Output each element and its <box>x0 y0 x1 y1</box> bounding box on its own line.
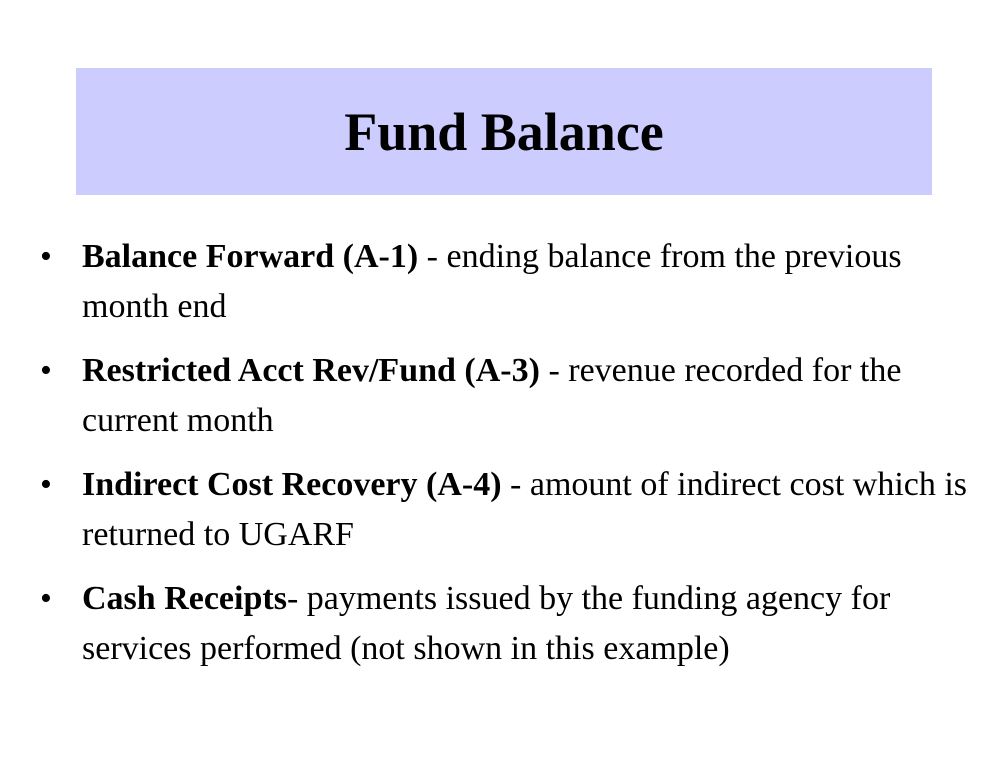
title-banner <box>76 68 932 195</box>
bullet-item-indirect-cost <box>40 460 970 560</box>
bullet-item-balance-forward <box>40 232 970 332</box>
bullet-term: Cash Receipts <box>82 580 287 617</box>
bullet-description: - ending balance from the previous month end <box>82 238 902 325</box>
bullet-item-restricted-acct <box>40 346 970 446</box>
slide-title: Fund Balance <box>344 101 664 162</box>
bullet-list <box>40 232 970 688</box>
bullet-description: - amount of indirect cost which is returned to UGARF <box>82 466 968 553</box>
bullet-icon: • <box>40 238 52 275</box>
bullet-icon: • <box>40 466 52 503</box>
bullet-term: Restricted Acct Rev/Fund (A-3) <box>82 352 540 389</box>
bullet-description: - revenue recorded for the current month <box>82 352 902 439</box>
bullet-item-cash-receipts <box>40 574 970 674</box>
bullet-icon: • <box>40 352 52 389</box>
bullet-term: Balance Forward (A-1) <box>82 238 419 275</box>
bullet-icon: • <box>40 580 52 617</box>
bullet-description: - payments issued by the funding agency for services performed (not shown in this example) <box>82 580 891 667</box>
bullet-term: Indirect Cost Recovery (A-4) <box>82 466 502 503</box>
